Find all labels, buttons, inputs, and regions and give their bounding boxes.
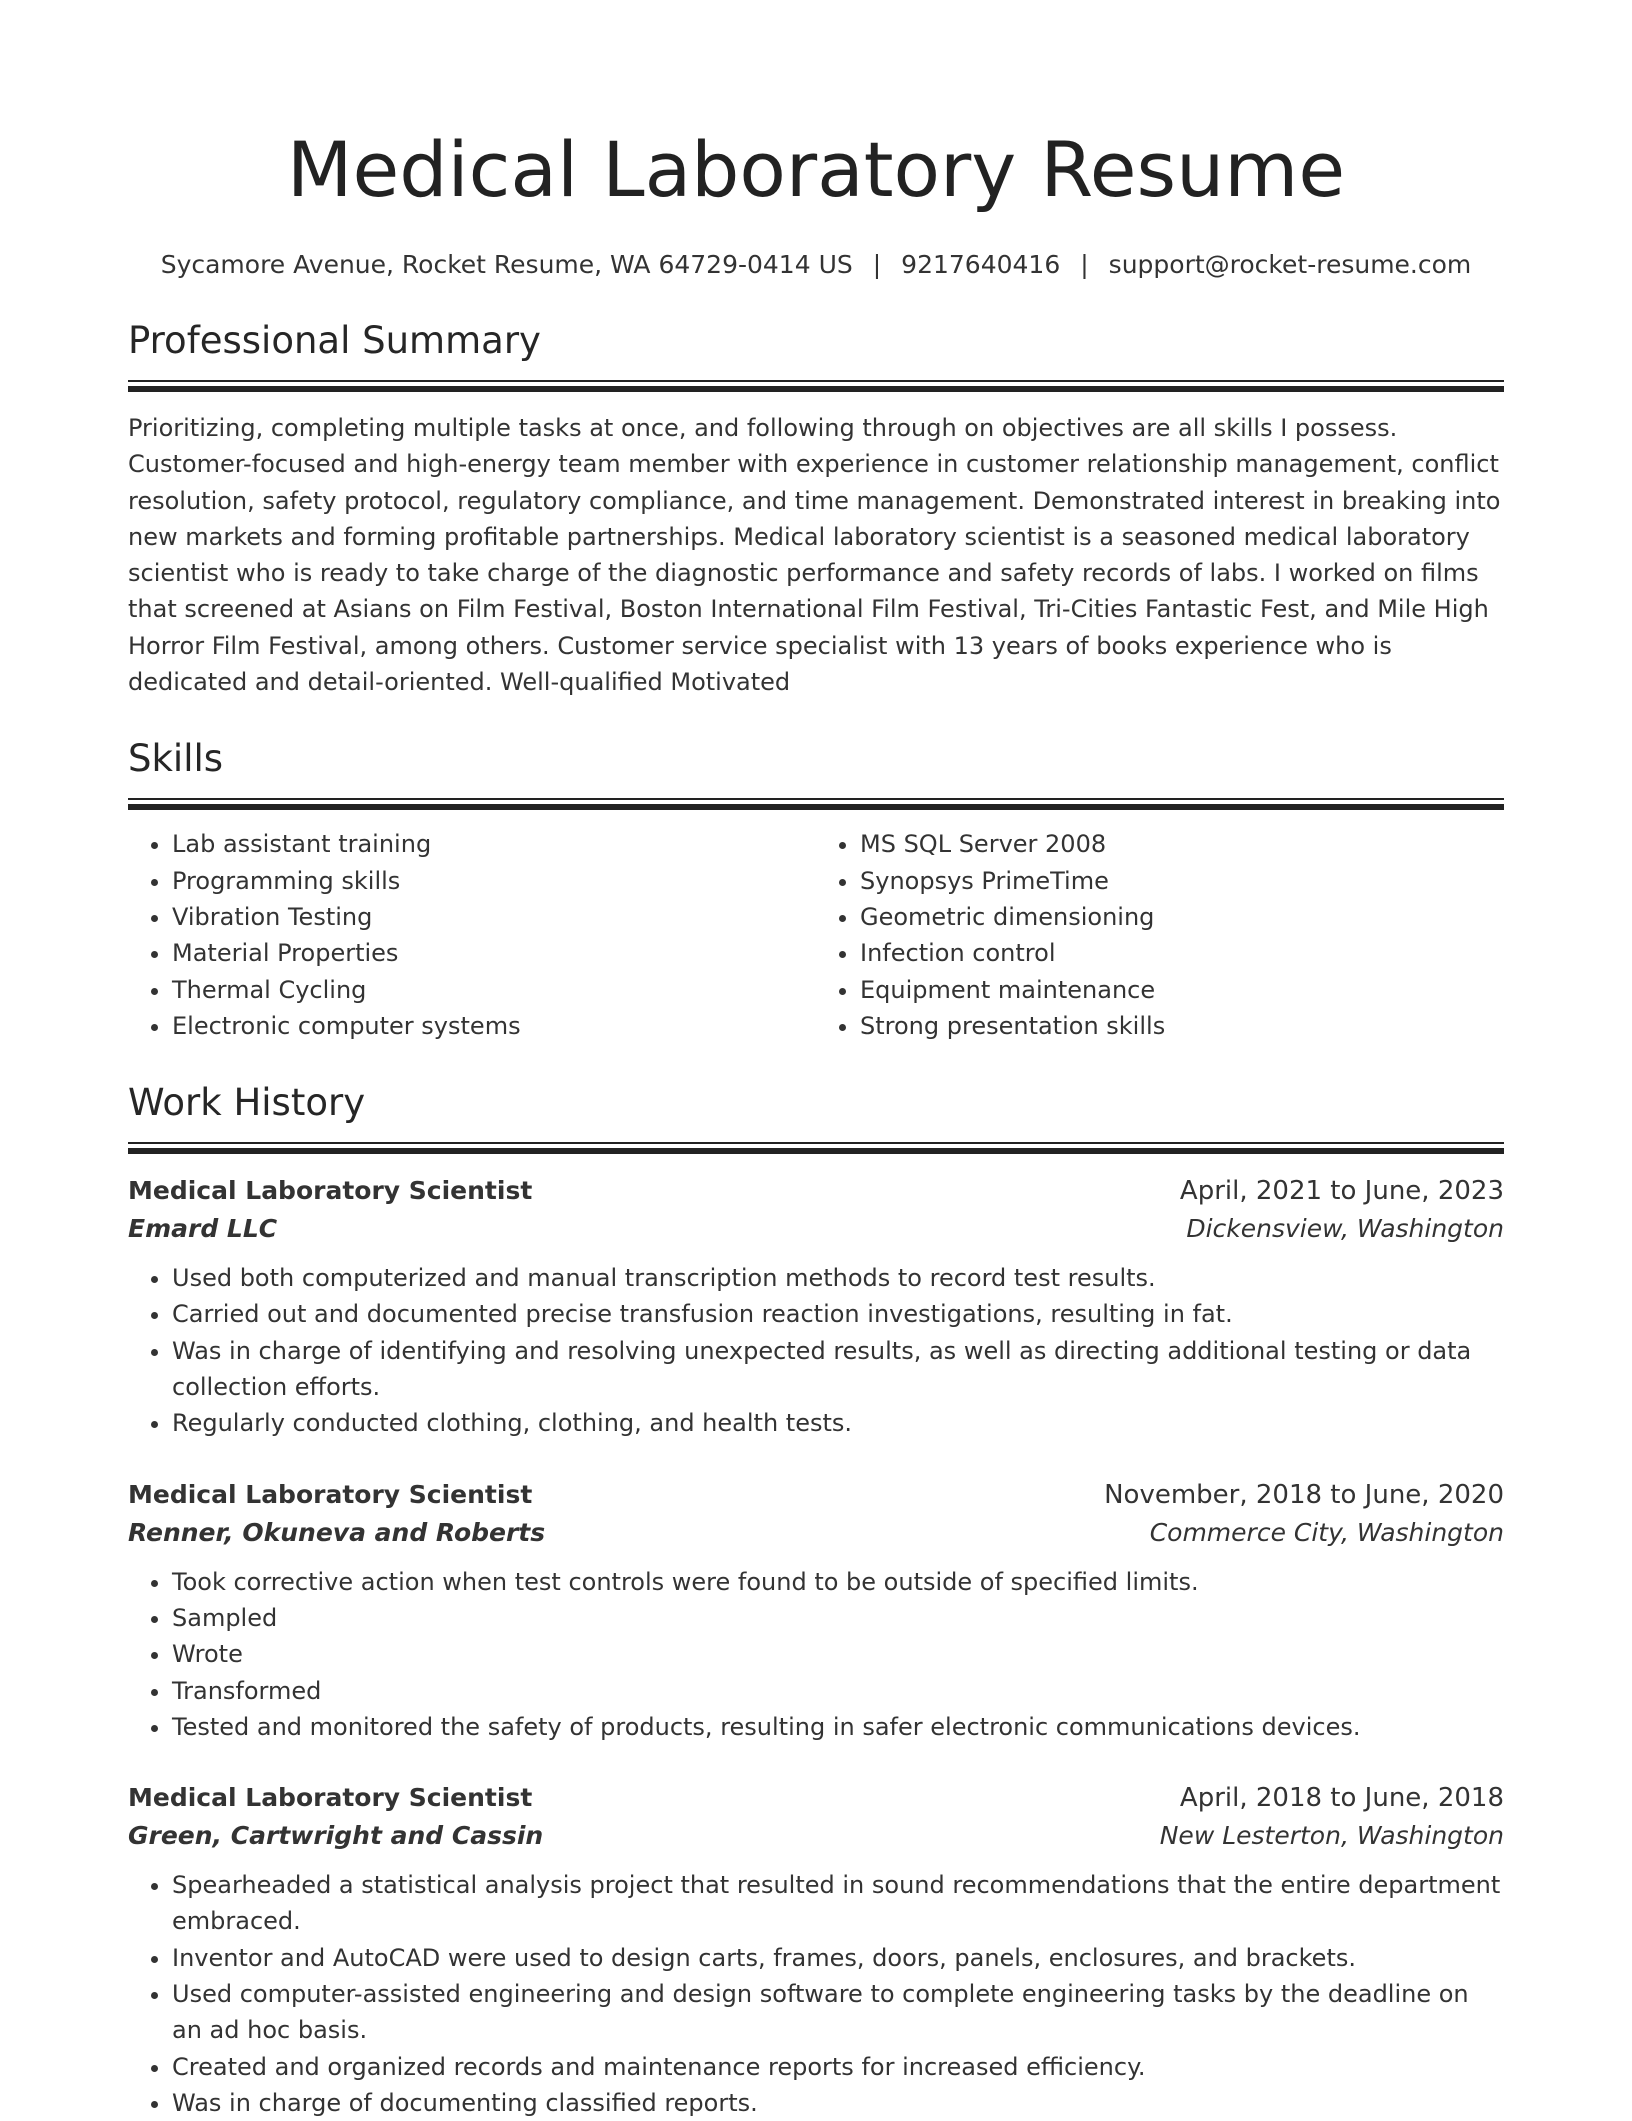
job-company: Renner, Okuneva and Roberts xyxy=(128,1517,546,1547)
job-bullet: • Used computer-assisted engineering and design software to complete engineering tasks by the deadline on an ad hoc basis. xyxy=(172,1976,1504,2049)
section-title: Work History xyxy=(128,1081,366,1125)
summary-text: Prioritizing, completing multiple tasks at once, and following through on objectives are all skills I possess. Customer-focused and high-energy team member with experience in customer relationship management, conflict resolution, safety protocol, regulatory compliance, and time management. Demonstrated interest in breaking into new markets and forming profitable partnerships. Medical laboratory scientist is a seasoned medical laboratory scientist who is ready to take charge of the diagnostic performance and safety records of labs. I worked on films that screened at Asians on Film Festival, Boston International Film Festival, Tri-Cities Fantastic Fest, and Mile High Horror Film Festival, among others. Customer service specialist with 13 years of books experience who is dedicated and detail-oriented. Well-qualified Motivated xyxy=(128,414,1501,697)
job-location: New Lesterton, Washington xyxy=(1159,1821,1504,1851)
contact-line xyxy=(128,248,1504,282)
skill-item: • Programming skills xyxy=(172,863,816,899)
section-title: Professional Summary xyxy=(128,319,541,362)
job-bullet: • Regularly conducted clothing, clothing, and health tests. xyxy=(172,1405,1504,1441)
job-company: Green, Cartwright and Cassin xyxy=(128,1821,544,1851)
contact-separator: | xyxy=(872,250,882,279)
section-title: Skills xyxy=(128,737,224,781)
job-bullet: • Created and organized records and maintenance reports for increased efficiency. xyxy=(172,2049,1504,2085)
job-bullets xyxy=(128,1867,1504,2121)
job-bullet: • Inventor and AutoCAD were used to design carts, frames, doors, panels, enclosures, and brackets. xyxy=(172,1940,1504,1976)
job-title: Medical Laboratory Scientist xyxy=(128,1479,533,1509)
job-bullet: • Carried out and documented precise transfusion reaction investigations, resulting in fat. xyxy=(172,1296,1504,1332)
job-header-row xyxy=(128,1476,1504,1514)
job-bullets xyxy=(128,1260,1504,1441)
skills-columns xyxy=(128,826,1504,1044)
job-dates: November, 2018 to June, 2020 xyxy=(1104,1479,1504,1510)
skills-list-right xyxy=(816,826,1504,1044)
job-bullets xyxy=(128,1564,1504,1745)
section-divider xyxy=(128,1142,1504,1152)
skills-list-left xyxy=(128,826,816,1044)
job-bullet: • Was in charge of documenting classified reports. xyxy=(172,2085,1504,2121)
job-bullet: • Wrote xyxy=(172,1636,1504,1672)
job-company: Emard LLC xyxy=(128,1214,278,1244)
skill-item: • Lab assistant training xyxy=(172,826,816,862)
job-title: Medical Laboratory Scientist xyxy=(128,1783,533,1813)
skills-section xyxy=(128,734,1504,1044)
skill-item: • Strong presentation skills xyxy=(860,1008,1504,1044)
job-bullet: • Spearheaded a statistical analysis project that resulted in sound recommendations that the entire department embraced. xyxy=(172,1867,1504,1940)
job-bullet: • Used both computerized and manual transcription methods to record test results. xyxy=(172,1260,1504,1296)
job-location: Commerce City, Washington xyxy=(1149,1517,1504,1547)
job-title: Medical Laboratory Scientist xyxy=(128,1176,533,1206)
job-bullet: • Transformed xyxy=(172,1673,1504,1709)
job-company-row xyxy=(128,1514,1504,1552)
contact-address: Sycamore Avenue, Rocket Resume, WA 64729-0414 US xyxy=(160,250,853,279)
job-header-row xyxy=(128,1779,1504,1817)
skill-item: • Thermal Cycling xyxy=(172,972,816,1008)
job-entry xyxy=(128,1172,1504,1441)
job-bullet: • Was in charge of identifying and resolving unexpected results, as well as directing additional testing or data collection efforts. xyxy=(172,1333,1504,1406)
job-dates: April, 2021 to June, 2023 xyxy=(1179,1176,1504,1207)
skill-item: • Synopsys PrimeTime xyxy=(860,863,1504,899)
job-company-row xyxy=(128,1817,1504,1855)
work-history-section xyxy=(128,1078,1504,2121)
job-entry xyxy=(128,1779,1504,2121)
skill-item: • Equipment maintenance xyxy=(860,972,1504,1008)
contact-separator: | xyxy=(1080,250,1089,279)
job-header-row xyxy=(128,1172,1504,1210)
job-bullet: • Tested and monitored the safety of products, resulting in safer electronic communications devices. xyxy=(172,1709,1504,1745)
contact-phone: 9217640416 xyxy=(901,250,1061,279)
skill-item: • Geometric dimensioning xyxy=(860,899,1504,935)
skill-item: • Electronic computer systems xyxy=(172,1008,816,1044)
section-divider xyxy=(128,798,1504,808)
job-bullet: • Sampled xyxy=(172,1600,1504,1636)
contact-email: support@rocket-resume.com xyxy=(1108,250,1472,279)
job-location: Dickensview, Washington xyxy=(1186,1214,1504,1244)
section-divider xyxy=(128,380,1504,390)
resume-title: Medical Laboratory Resume xyxy=(286,125,1346,214)
skill-item: • MS SQL Server 2008 xyxy=(860,826,1504,862)
job-company-row xyxy=(128,1210,1504,1248)
professional-summary-section xyxy=(128,316,1504,700)
skill-item: • Infection control xyxy=(860,935,1504,971)
skill-item: • Vibration Testing xyxy=(172,899,816,935)
skill-item: • Material Properties xyxy=(172,935,816,971)
job-bullet: • Took corrective action when test controls were found to be outside of specified limits. xyxy=(172,1564,1504,1600)
job-entry xyxy=(128,1476,1504,1745)
job-dates: April, 2018 to June, 2018 xyxy=(1179,1783,1504,1814)
